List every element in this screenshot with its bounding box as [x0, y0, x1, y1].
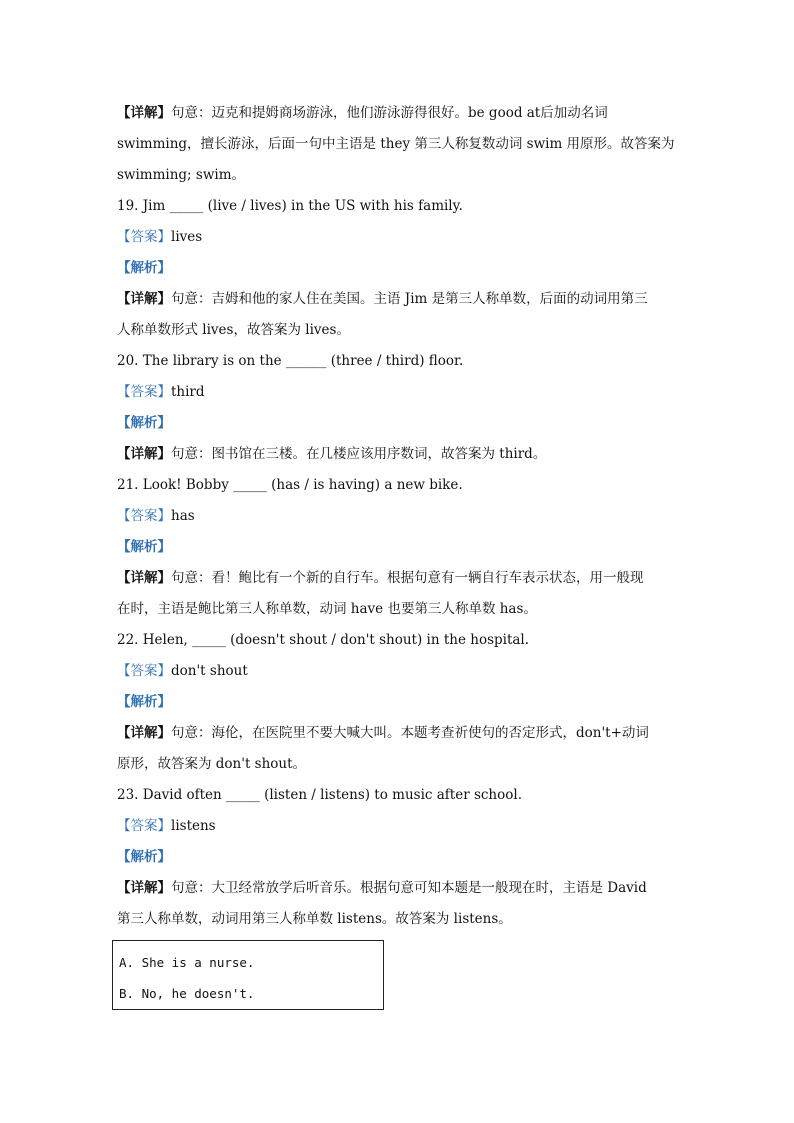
text-line: [117, 904, 677, 935]
analysis-tag: 【解析】: [117, 849, 171, 865]
line-text: don't shout: [171, 663, 248, 679]
line-text: 句意：大卫经常放学后听音乐。根据句意可知本题是一般现在时，主语是 David: [171, 880, 647, 896]
detail-tag: 【详解】: [117, 725, 171, 741]
line-text: 句意：看！鲍比有一个新的自行车。根据句意有一辆自行车表示状态，用一般现: [171, 570, 644, 586]
line-text: listens: [171, 818, 216, 834]
text-line: [117, 625, 677, 656]
analysis-tag: 【解析】: [117, 415, 171, 431]
line-text: 原形，故答案为 don't shout。: [117, 756, 307, 772]
text-line: [117, 160, 677, 191]
text-line: [117, 842, 677, 873]
line-text: 19. Jim _____ (live / lives) in the US with his family.: [117, 198, 463, 214]
line-text: 22. Helen, _____ (doesn't shout / don't shout) in the hospital.: [117, 632, 530, 648]
text-line: [117, 98, 677, 129]
text-line: [117, 873, 677, 904]
detail-tag: 【详解】: [117, 880, 171, 896]
answer-tag: 【答案】: [117, 818, 171, 834]
detail-tag: 【详解】: [117, 570, 171, 586]
answer-tag: 【答案】: [117, 384, 171, 400]
text-line: [117, 191, 677, 222]
line-text: has: [171, 508, 195, 524]
detail-tag: 【详解】: [117, 446, 171, 462]
line-text: 句意：海伦，在医院里不要大喊大叫。本题考查祈使句的否定形式，don't+动词: [171, 725, 649, 741]
detail-tag: 【详解】: [117, 105, 171, 121]
option-a: A. She is a nurse.: [119, 955, 255, 970]
line-text: third: [171, 384, 205, 400]
line-text: 在时，主语是鲍比第三人称单数，动词 have 也要第三人称单数 has。: [117, 601, 537, 617]
text-line: [117, 594, 677, 625]
answer-tag: 【答案】: [117, 663, 171, 679]
text-line: [117, 129, 677, 160]
text-line: [117, 656, 677, 687]
answer-tag: 【答案】: [117, 229, 171, 245]
line-text: 句意：吉姆和他的家人住在美国。主语 Jim 是第三人称单数，后面的动词用第三: [171, 291, 648, 307]
line-text: swimming; swim。: [117, 167, 245, 183]
text-line: [117, 780, 677, 811]
text-line: [117, 408, 677, 439]
text-line: [117, 470, 677, 501]
line-text: 21. Look! Bobby _____ (has / is having) a new bike.: [117, 477, 463, 493]
analysis-tag: 【解析】: [117, 694, 171, 710]
line-text: 人称单数形式 lives，故答案为 lives。: [117, 322, 350, 338]
text-line: [117, 284, 677, 315]
detail-tag: 【详解】: [117, 291, 171, 307]
option-b: B. No, he doesn't.: [119, 986, 255, 1001]
text-line: [117, 563, 677, 594]
answer-tag: 【答案】: [117, 508, 171, 524]
text-line: [117, 501, 677, 532]
text-line: [117, 687, 677, 718]
text-line: [117, 718, 677, 749]
text-line: [117, 439, 677, 470]
line-text: 23. David often _____ (listen / listens) to music after school.: [117, 787, 522, 803]
text-line: [117, 222, 677, 253]
line-text: 句意：图书馆在三楼。在几楼应该用序数词，故答案为 third。: [171, 446, 547, 462]
text-line: [117, 532, 677, 563]
analysis-tag: 【解析】: [117, 539, 171, 555]
text-line: [117, 377, 677, 408]
line-text: 第三人称单数，动词用第三人称单数 listens。故答案为 listens。: [117, 911, 512, 927]
text-line: [117, 749, 677, 780]
text-line: [117, 346, 677, 377]
document-body: [117, 98, 677, 935]
line-text: 句意：迈克和提姆商场游泳，他们游泳游得很好。be good at后加动名词: [171, 105, 608, 121]
line-text: lives: [171, 229, 203, 245]
analysis-tag: 【解析】: [117, 260, 171, 276]
line-text: 20. The library is on the ______ (three / third) floor.: [117, 353, 464, 369]
options-box: [112, 940, 384, 1010]
text-line: [117, 253, 677, 284]
line-text: swimming，擅长游泳，后面一句中主语是 they 第三人称复数动词 swim 用原形。故答案为: [117, 136, 675, 152]
text-line: [117, 315, 677, 346]
text-line: [117, 811, 677, 842]
